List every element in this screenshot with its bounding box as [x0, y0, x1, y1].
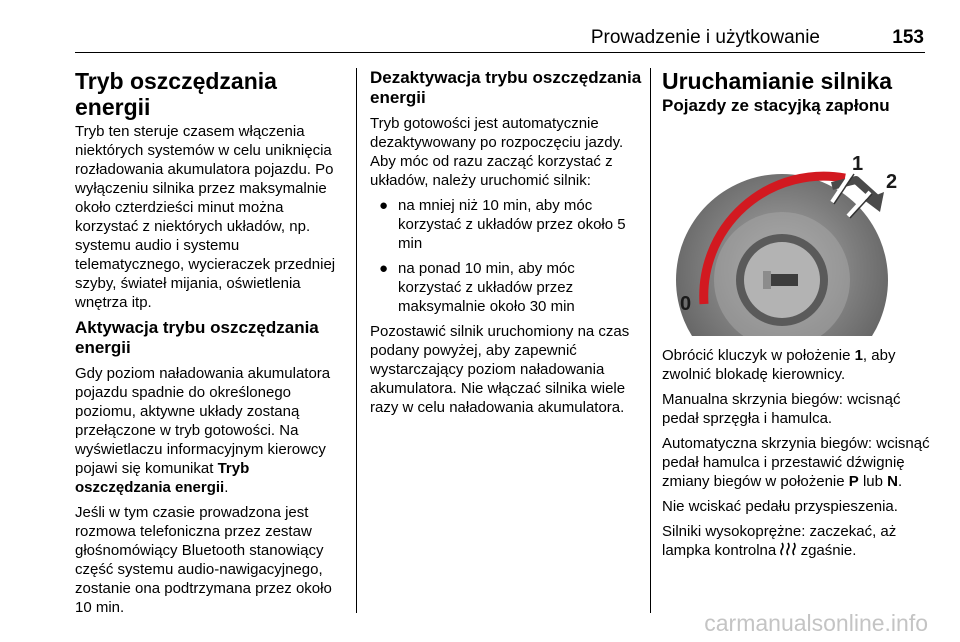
text: Obrócić kluczyk w położenie [662, 347, 855, 364]
glow-plug-icon [780, 542, 796, 556]
paragraph [662, 522, 932, 560]
paragraph: Jeśli w tym czasie prowadzona jest rozmowa telefoniczna przez zestaw głośnomówiący Bluetooth stanowiący część systemu audio-nawigacyjnego, zostanie ona podtrzymana przez około 10 min. [75, 504, 332, 616]
position-1-label: 1 [852, 153, 864, 175]
gear-n: N [887, 473, 898, 490]
paragraph: Pozostawić silnik uruchomiony na czas podany powyżej, aby zapewnić wystarczający poziom naładowania akumulatora. Nie włączać silnika wiele razy w celu naładowania akumulatora. [370, 323, 630, 416]
paragraph: Manualna skrzynia biegów: wcisnąć pedał sprzęgła i hamulca. [662, 391, 901, 427]
text: zgaśnie. [796, 542, 857, 559]
section-heading-energy-saving: Tryb oszczędzania energii [75, 68, 277, 120]
list-item [370, 259, 642, 316]
paragraph [662, 434, 932, 491]
paragraph [662, 346, 932, 384]
header-title: Prowadzenie i użytkowanie [590, 27, 820, 48]
column-divider [650, 68, 651, 613]
paragraph: Nie wciskać pedału przyspieszenia. [662, 498, 898, 515]
subheading-deactivation: Dezaktywacja trybu oszczędzania energii [370, 68, 642, 107]
ignition-switch-illustration [662, 122, 928, 336]
header-rule [75, 52, 925, 53]
text: , aby zwolnić blokadę kierownicy. [662, 347, 896, 383]
paragraph: Tryb gotowości jest automatycznie dezaktywowany po rozpoczęciu jazdy. Aby móc od razu zacząć korzystać z układów, należy uruchomić silnik: [370, 115, 624, 189]
paragraph [75, 364, 347, 497]
position-value: 1 [854, 347, 863, 364]
position-2-label: 2 [886, 171, 898, 193]
list-item-text: na mniej niż 10 min, aby móc korzystać z układów przez około 5 min [398, 197, 626, 252]
position-0-label: 0 [680, 293, 692, 315]
text: Gdy poziom naładowania akumulatora pojazdu spadnie do określonego poziomu, aktywne układy zostaną przełączone w tryb gotowości. Na wyświetlaczu informacyjnym kierowcy pojawi się komunikat [75, 365, 331, 477]
page-number: 153 [892, 27, 924, 48]
text: . [224, 479, 229, 496]
list-item-text: na ponad 10 min, aby móc korzystać z układów przez maksymalnie około 30 min [398, 260, 575, 315]
column-3 [662, 68, 932, 566]
watermark: carmanualsonline.info [704, 610, 928, 636]
bullet-list [370, 196, 642, 316]
list-item [370, 196, 642, 253]
column-1 [75, 68, 347, 623]
text: Silniki wysokoprężne: zaczekać, aż lampka kontrolna [662, 523, 897, 559]
subheading-ignition: Pojazdy ze stacyjką zapłonu [662, 96, 890, 115]
bullet-icon: ● [379, 260, 389, 277]
key-slot-end [763, 271, 771, 289]
subheading-activation: Aktywacja trybu oszczędzania energii [75, 318, 319, 357]
column-2 [370, 68, 642, 423]
bullet-icon: ● [379, 197, 389, 214]
text: Automatyczna skrzynia biegów: wcisnąć pedał hamulca i przestawić dźwignię zmiany biegów w położenie [662, 435, 930, 490]
section-heading-starting-engine: Uruchamianie silnika [662, 68, 893, 94]
text: . [898, 473, 903, 490]
text: lub [858, 473, 888, 490]
column-divider [356, 68, 357, 613]
message-text: Tryb oszczędzania energii [75, 460, 250, 496]
gear-p: P [848, 473, 859, 490]
paragraph: Tryb ten steruje czasem włączenia niektórych systemów w celu uniknięcia rozładowania akumulatora pojazdu. Po wyłączeniu silnika przez maksymalnie około czterdzieści minut można korzystać z niektórych układów, np. systemu audio i systemu telematycznego, wycieraczek przedniej szyby, świateł mijania, oświetlenia wnętrza itp. [75, 123, 336, 311]
